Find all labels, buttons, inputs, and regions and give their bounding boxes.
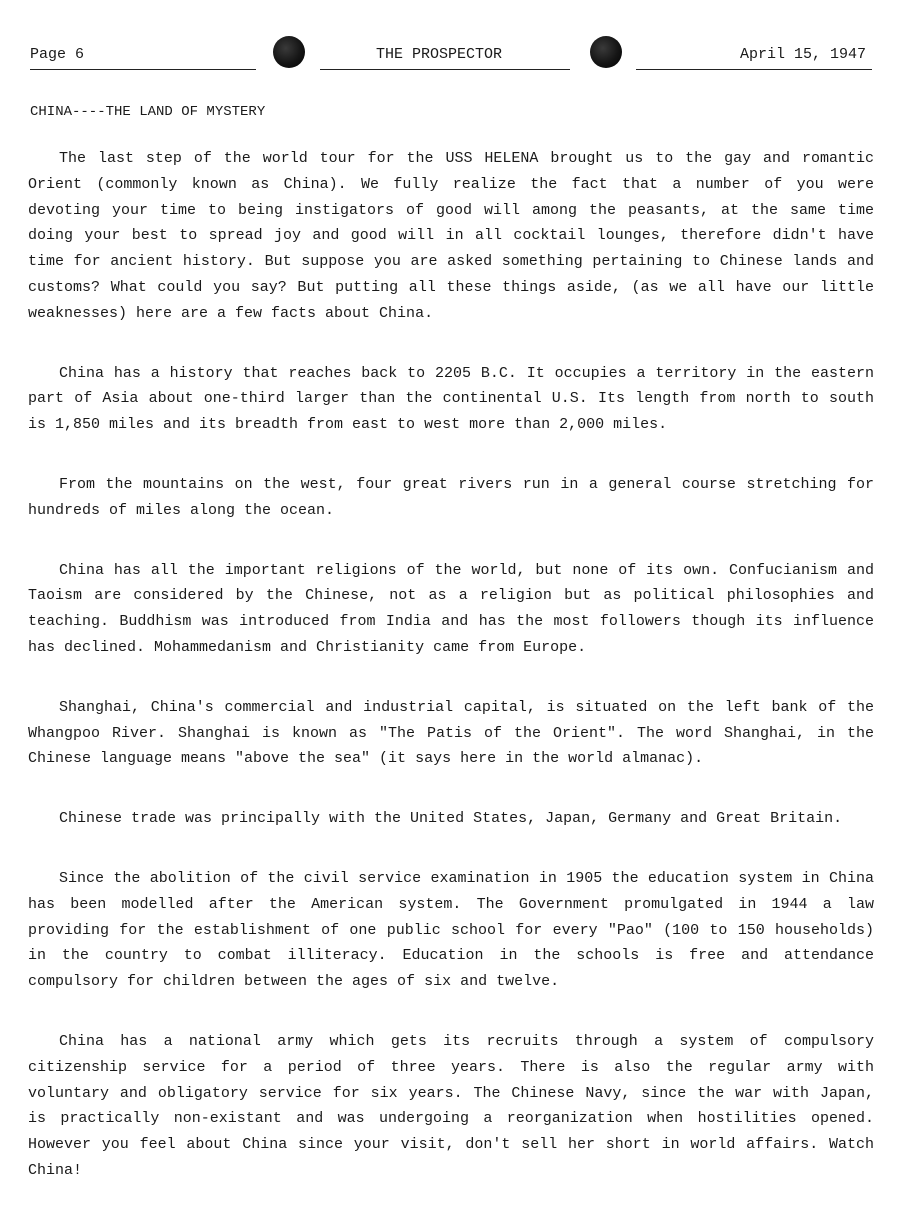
binder-hole [590, 36, 622, 68]
article-paragraph: China has a national army which gets its recruits through a system of compulsory citizenship service for a period of three years. There is also the regular army with voluntary and obligatory service for six years. The Chinese Navy, since the war with Japan, is practically non-existant and was undergoing a reorganization when hostilities opened. However you feel about China since your visit, don't sell her short in world affairs. Watch China! [28, 1032, 874, 1179]
article-paragraph: The last step of the world tour for the USS HELENA brought us to the gay and romantic Orient (commonly known as China). We fully realize the fact that a number of you were devoting your time to being instigators of good will among the peasants, at the same time doing your best to spread joy and good will in all cocktail lounges, therefore didn't have time for ancient history. But suppose you are asked something pertaining to Chinese lands and customs? What could you say? But putting all these things aside, (as we all have our little weaknesses) here are a few facts about China. [28, 150, 874, 322]
article-paragraph: Chinese trade was principally with the United States, Japan, Germany and Great Britain. [59, 810, 843, 828]
header-rule [30, 69, 256, 70]
publication-title: THE PROSPECTOR [376, 46, 503, 63]
article-paragraph: From the mountains on the west, four great rivers run in a general course stretching for hundreds of miles along the ocean. [28, 475, 874, 519]
page-number: Page 6 [30, 46, 85, 63]
article-paragraph: Since the abolition of the civil service examination in 1905 the education system in China has been modelled after the American system. The Government promulgated in 1944 a law providing for the establishment of one public school for every "Pao" (100 to 150 households) in the country to combat illiteracy. Education in the schools is free and attendance compulsory for children between the ages of six and twelve. [28, 869, 874, 991]
issue-date: April 15, 1947 [740, 46, 867, 63]
header-rule [320, 69, 570, 70]
article-paragraph: China has all the important religions of the world, but none of its own. Confucianism and Taoism are considered by the Chinese, not as a religion but as political philosophies and teaching. Buddhism was introduced from India and has the most followers though its influence has declined. Mohammedanism and Christianity came from Europe. [28, 561, 874, 656]
article-paragraph: Shanghai, China's commercial and industrial capital, is situated on the left bank of the Whangpoo River. Shanghai is known as "The Patis of the Orient". The word Shanghai, in the Chinese language means "above the sea" (it says here in the world almanac). [28, 698, 874, 768]
article-paragraph: China has a history that reaches back to 2205 B.C. It occupies a territory in the eastern part of Asia about one-third larger than the continental U.S. Its length from north to south is 1,850 miles and its breadth from east to west more than 2,000 miles. [28, 364, 874, 434]
article-body [28, 146, 874, 1218]
binder-hole [273, 36, 305, 68]
header-rule [636, 69, 872, 70]
article-headline: CHINA----THE LAND OF MYSTERY [30, 104, 266, 120]
